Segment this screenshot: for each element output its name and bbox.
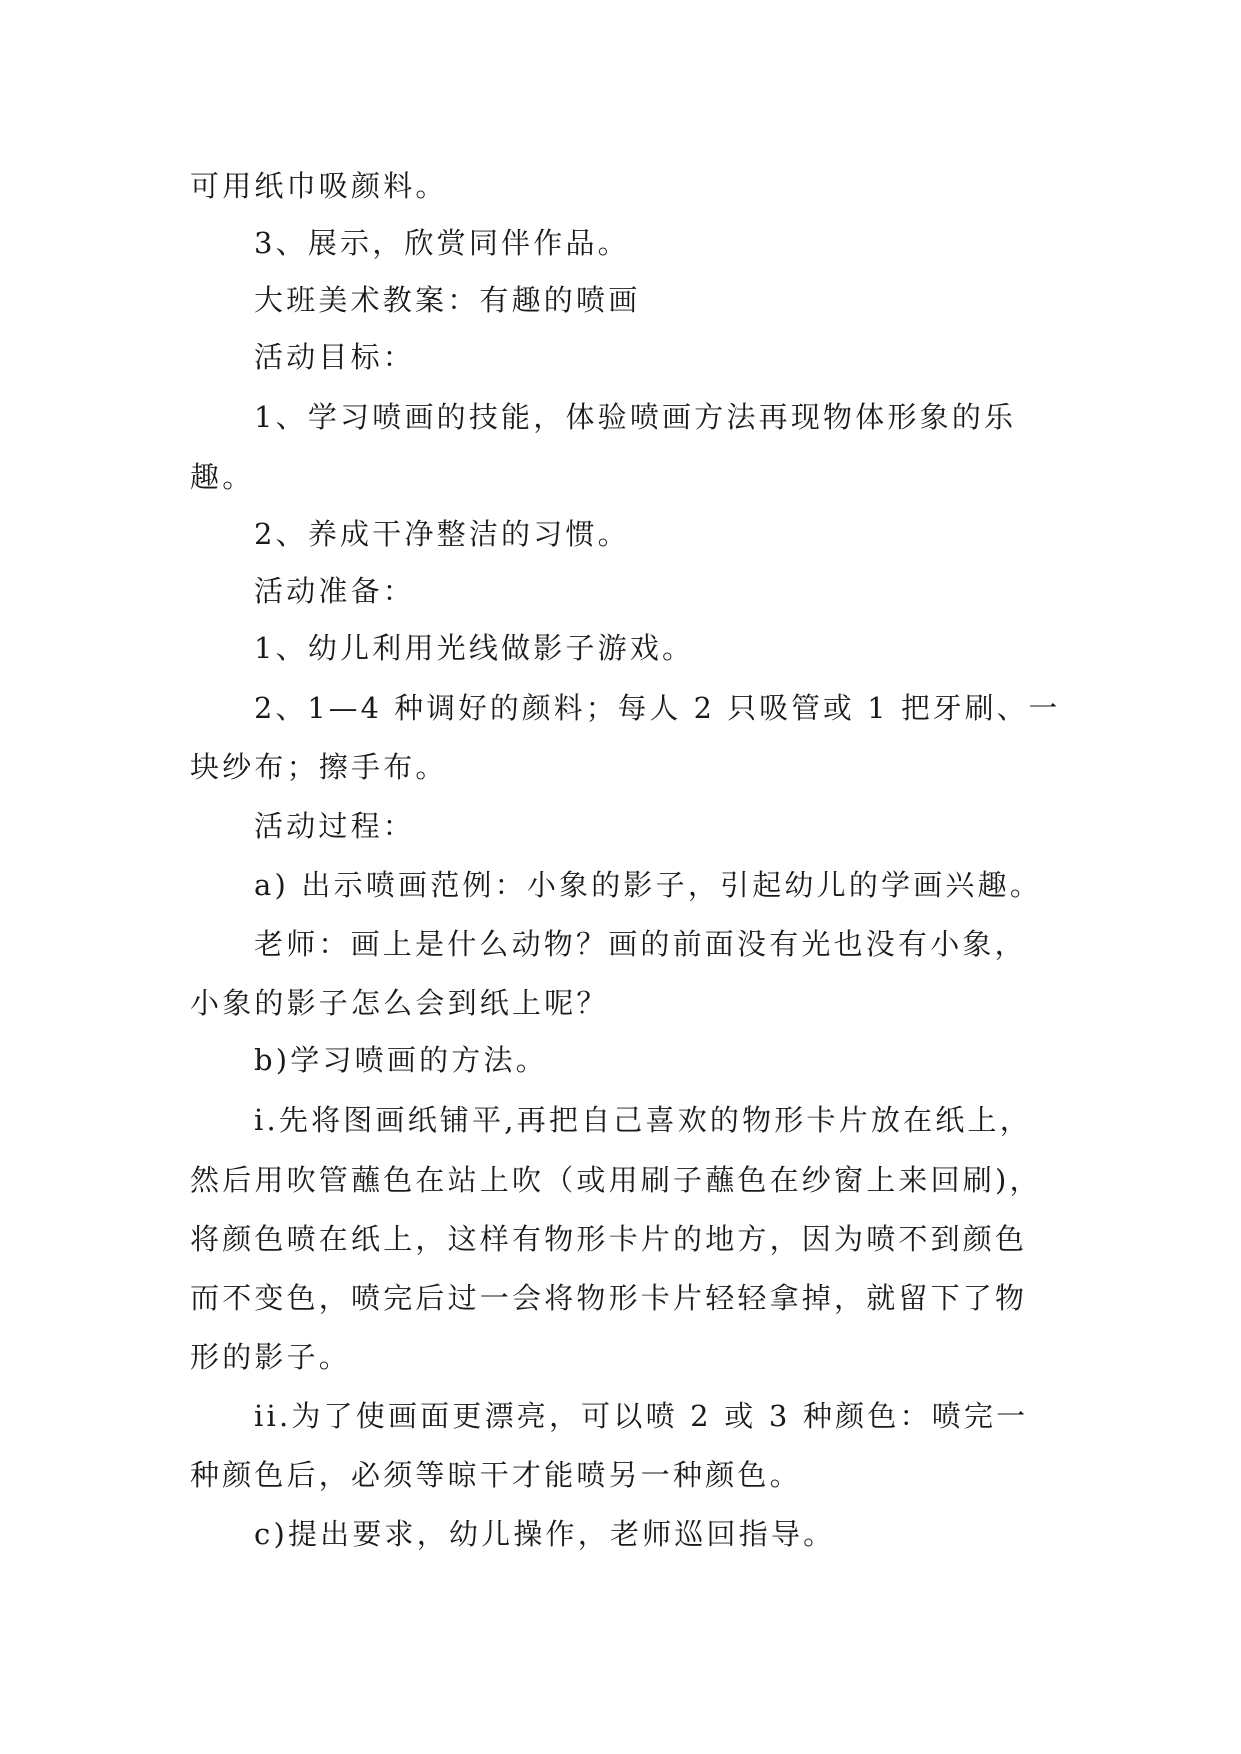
text-line: 趣。 xyxy=(190,460,255,494)
text-line: 小象的影子怎么会到纸上呢？ xyxy=(190,986,609,1020)
text-line: 将颜色喷在纸上，这样有物形卡片的地方，因为喷不到颜色 xyxy=(190,1222,1028,1256)
text-line: 块纱布；擦手布。 xyxy=(190,750,448,784)
text-line: 种颜色后，必须等晾干才能喷另一种颜色。 xyxy=(190,1458,802,1492)
text-line: a) 出示喷画范例：小象的影子，引起幼儿的学画兴趣。 xyxy=(254,868,1043,902)
text-line: 老师：画上是什么动物？画的前面没有光也没有小象， xyxy=(254,927,1027,961)
text-line: 大班美术教案：有趣的喷画 xyxy=(254,283,641,317)
text-line: 1、学习喷画的技能，体验喷画方法再现物体形象的乐 xyxy=(254,400,1017,434)
text-line: i.先将图画纸铺平,再把自己喜欢的物形卡片放在纸上， xyxy=(254,1103,1032,1137)
text-line: 活动过程： xyxy=(254,809,416,843)
text-line: 而不变色，喷完后过一会将物形卡片轻轻拿掉，就留下了物 xyxy=(190,1281,1028,1315)
text-line: 可用纸巾吸颜料。 xyxy=(190,169,448,203)
text-line: b)学习喷画的方法。 xyxy=(254,1043,548,1077)
text-line: 活动准备： xyxy=(254,574,416,608)
text-line: 3、展示，欣赏同伴作品。 xyxy=(254,226,630,260)
text-line: 1、幼儿利用光线做影子游戏。 xyxy=(254,631,695,665)
text-line: 2、养成干净整洁的习惯。 xyxy=(254,517,630,551)
text-line: c)提出要求，幼儿操作，老师巡回指导。 xyxy=(254,1517,836,1551)
text-line: 形的影子。 xyxy=(190,1340,352,1374)
text-line: 2、1—4 种调好的颜料；每人 2 只吸管或 1 把牙刷、一 xyxy=(254,691,1061,725)
text-line: 然后用吹管蘸色在站上吹（或用刷子蘸色在纱窗上来回刷)， xyxy=(190,1163,1042,1197)
text-line: ii.为了使画面更漂亮，可以喷 2 或 3 种颜色：喷完一 xyxy=(254,1399,1029,1433)
text-line: 活动目标： xyxy=(254,340,416,374)
